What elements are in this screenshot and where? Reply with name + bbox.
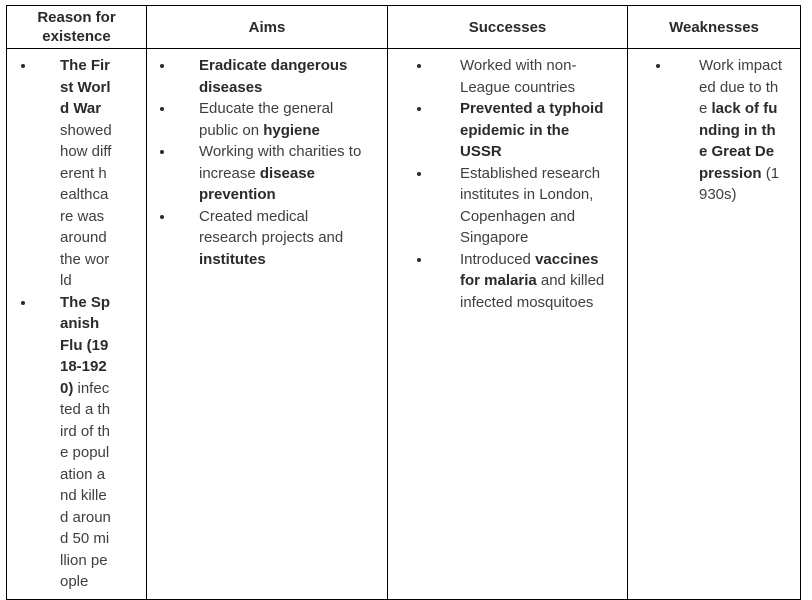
bullet-list-successes (440, 55, 605, 313)
bullet-text: and killed infected mosquitoes (460, 272, 605, 311)
bullet-item (179, 98, 364, 141)
bullet-text-bold: institutes (199, 250, 266, 268)
cell-aims (147, 49, 388, 600)
cell-reason-for-existence (7, 49, 147, 600)
column-header-reason-for-existence: Reason for existence (7, 6, 147, 49)
bullet-text-bold: Prevented a typhoid epidemic in the USSR (460, 100, 604, 160)
bullet-item (440, 55, 605, 98)
cell-successes (388, 49, 628, 600)
table-header-row (7, 6, 801, 49)
table-body-row (7, 49, 801, 600)
bullet-text: Created medical research projects and (199, 207, 344, 246)
bullet-text-bold: hygiene (263, 121, 320, 139)
column-header-successes: Successes (388, 6, 628, 49)
bullet-item (179, 141, 364, 206)
bullet-text: Educate the general public on (199, 100, 334, 139)
bullet-text: Introduced (460, 250, 536, 268)
bullet-text: Working with charities to increase (199, 143, 362, 182)
bullet-item (679, 55, 783, 206)
bullet-item (179, 55, 364, 98)
comparison-table (6, 5, 801, 600)
bullet-item (179, 206, 364, 271)
bullet-item (440, 163, 605, 249)
bullet-text-bold: The First World War (60, 57, 111, 117)
bullet-text-bold: Eradicate dangerous diseases (199, 57, 348, 96)
bullet-text: (1930s) (699, 164, 780, 203)
bullet-text-bold: lack of funding in the Great Depression (699, 100, 778, 182)
bullet-item (40, 292, 112, 593)
bullet-text: showed how different healthcare was around the world (60, 121, 112, 289)
cell-weaknesses (628, 49, 801, 600)
bullet-text: Worked with non-League countries (460, 57, 577, 96)
bullet-text-bold: vaccines for malaria (460, 250, 599, 289)
bullet-item (440, 249, 605, 314)
bullet-list-aims (179, 55, 364, 270)
bullet-text: Work impacted due to the (699, 57, 783, 117)
bullet-list-weaknesses (679, 55, 783, 206)
table-container (6, 5, 800, 590)
bullet-item (40, 55, 112, 292)
bullet-item (440, 98, 605, 163)
column-header-weaknesses: Weaknesses (628, 6, 801, 49)
bullet-text: Established research institutes in London, Copenhagen and Singapore (460, 164, 601, 246)
bullet-text-bold: The Spanish Flu (1918-1920) (60, 293, 111, 397)
column-header-aims: Aims (147, 6, 388, 49)
bullet-text-bold: disease prevention (199, 164, 315, 203)
bullet-text: infected a third of the population and killed around 50 million people (60, 379, 111, 590)
bullet-list-reason-for-existence (40, 55, 112, 593)
